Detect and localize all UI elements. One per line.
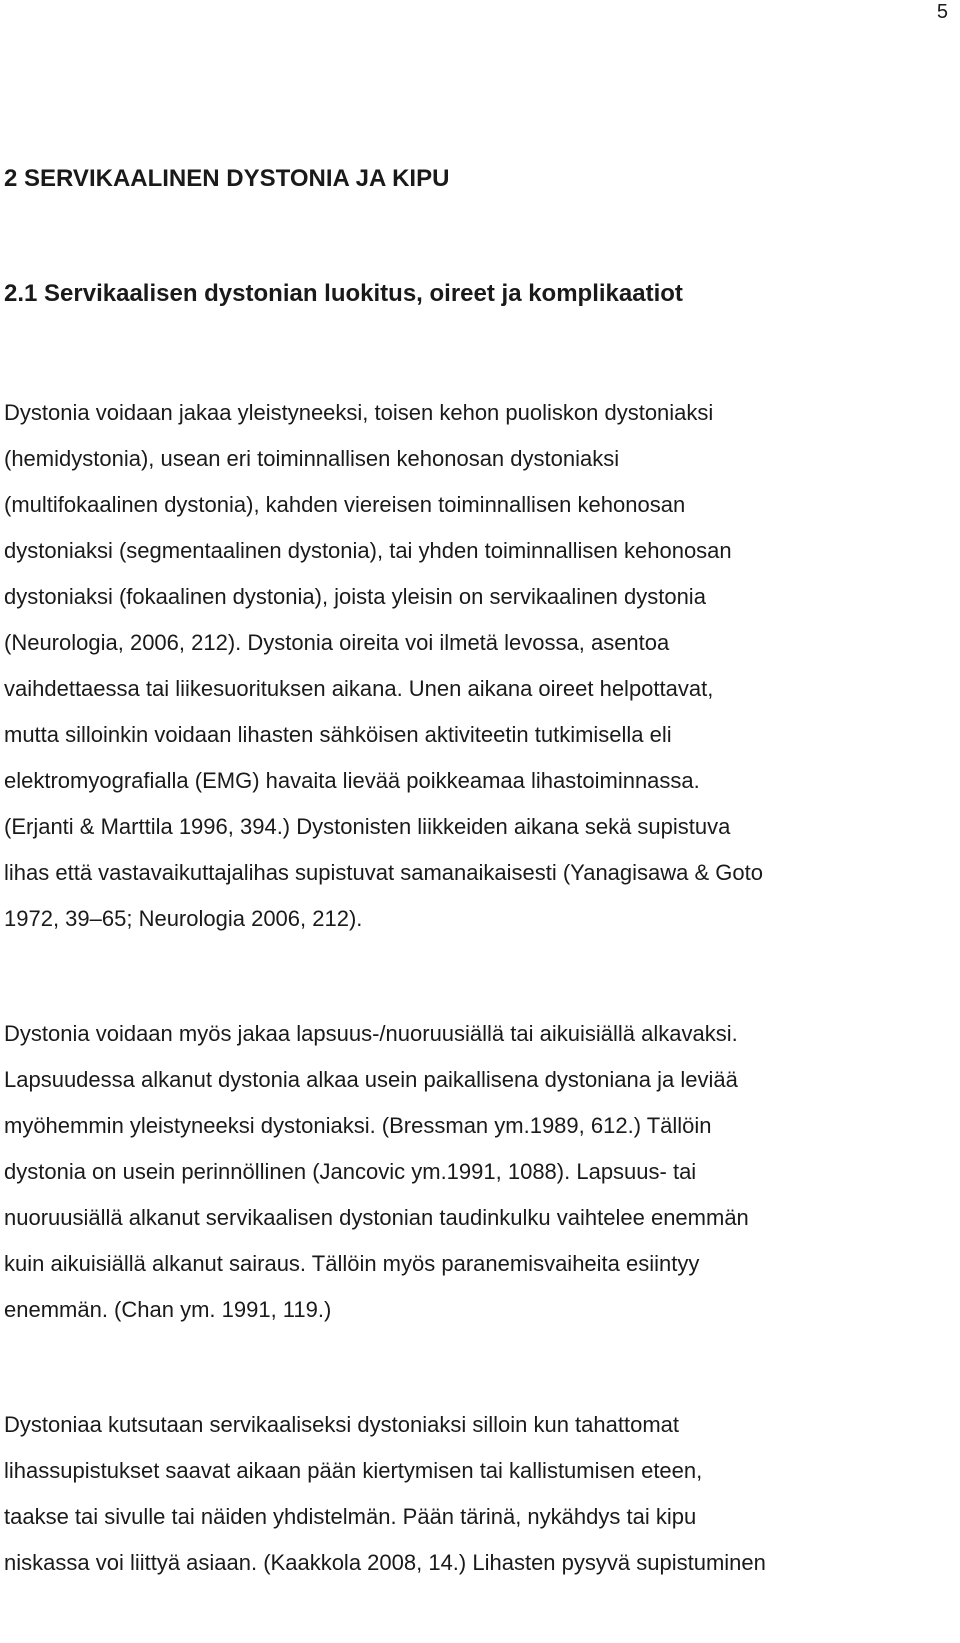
text-line: lihassupistukset saavat aikaan pään kiertymisen tai kallistumisen eteen, [4, 1458, 703, 1483]
text-line: myöhemmin yleistyneeksi dystoniaksi. (Bressman ym.1989, 612.) Tällöin [4, 1113, 712, 1138]
page-number: 5 [936, 1, 948, 23]
text-line: Dystonia voidaan jakaa yleistyneeksi, toisen kehon puoliskon dystoniaksi [4, 400, 714, 425]
text-line: (Erjanti & Marttila 1996, 394.) Dystonisten liikkeiden aikana sekä supistuva [4, 814, 731, 839]
text-line: Dystoniaa kutsutaan servikaaliseksi dystoniaksi silloin kun tahattomat [4, 1412, 679, 1437]
text-line: (Neurologia, 2006, 212). Dystonia oireita voi ilmetä levossa, asentoa [4, 630, 670, 655]
text-line: elektromyografialla (EMG) havaita lievää poikkeamaa lihastoiminnassa. [4, 768, 700, 793]
text-line: mutta silloinkin voidaan lihasten sähköisen aktiviteetin tutkimisella eli [4, 722, 672, 747]
paragraph-definition [4, 1402, 960, 1586]
text-line: lihas että vastavaikuttajalihas supistuvat samanaikaisesti (Yanagisawa & Goto [4, 860, 763, 885]
text-line: niskassa voi liittyä asiaan. (Kaakkola 2008, 14.) Lihasten pysyvä supistuminen [4, 1550, 766, 1575]
text-line: dystonia on usein perinnöllinen (Jancovic ym.1991, 1088). Lapsuus- tai [4, 1159, 697, 1184]
text-line: (multifokaalinen dystonia), kahden viereisen toiminnallisen kehonosan [4, 492, 686, 517]
paragraph-onset-age [4, 1011, 960, 1333]
text-line: vaihdettaessa tai liikesuorituksen aikana. Unen aikana oireet helpottavat, [4, 676, 714, 701]
section-heading: 2.1 Servikaalisen dystonian luokitus, oireet ja komplikaatiot [4, 280, 683, 307]
text-line: Lapsuudessa alkanut dystonia alkaa usein paikallisena dystoniana ja leviää [4, 1067, 738, 1092]
chapter-heading: 2 SERVIKAALINEN DYSTONIA JA KIPU [4, 165, 450, 192]
text-line: Dystonia voidaan myös jakaa lapsuus-/nuoruusiällä tai aikuisiällä alkavaksi. [4, 1021, 738, 1046]
text-line: kuin aikuisiällä alkanut sairaus. Tällöin myös paranemisvaiheita esiintyy [4, 1251, 700, 1276]
text-line: (hemidystonia), usean eri toiminnallisen kehonosan dystoniaksi [4, 446, 620, 471]
text-line: dystoniaksi (fokaalinen dystonia), joista yleisin on servikaalinen dystonia [4, 584, 706, 609]
text-line: taakse tai sivulle tai näiden yhdistelmän. Pään tärinä, nykähdys tai kipu [4, 1504, 697, 1529]
text-line: enemmän. (Chan ym. 1991, 119.) [4, 1297, 332, 1322]
paragraph-classification [4, 390, 960, 942]
text-line: nuoruusiällä alkanut servikaalisen dystonian taudinkulku vaihtelee enemmän [4, 1205, 749, 1230]
text-line: dystoniaksi (segmentaalinen dystonia), tai yhden toiminnallisen kehonosan [4, 538, 732, 563]
text-line: 1972, 39–65; Neurologia 2006, 212). [4, 906, 363, 931]
